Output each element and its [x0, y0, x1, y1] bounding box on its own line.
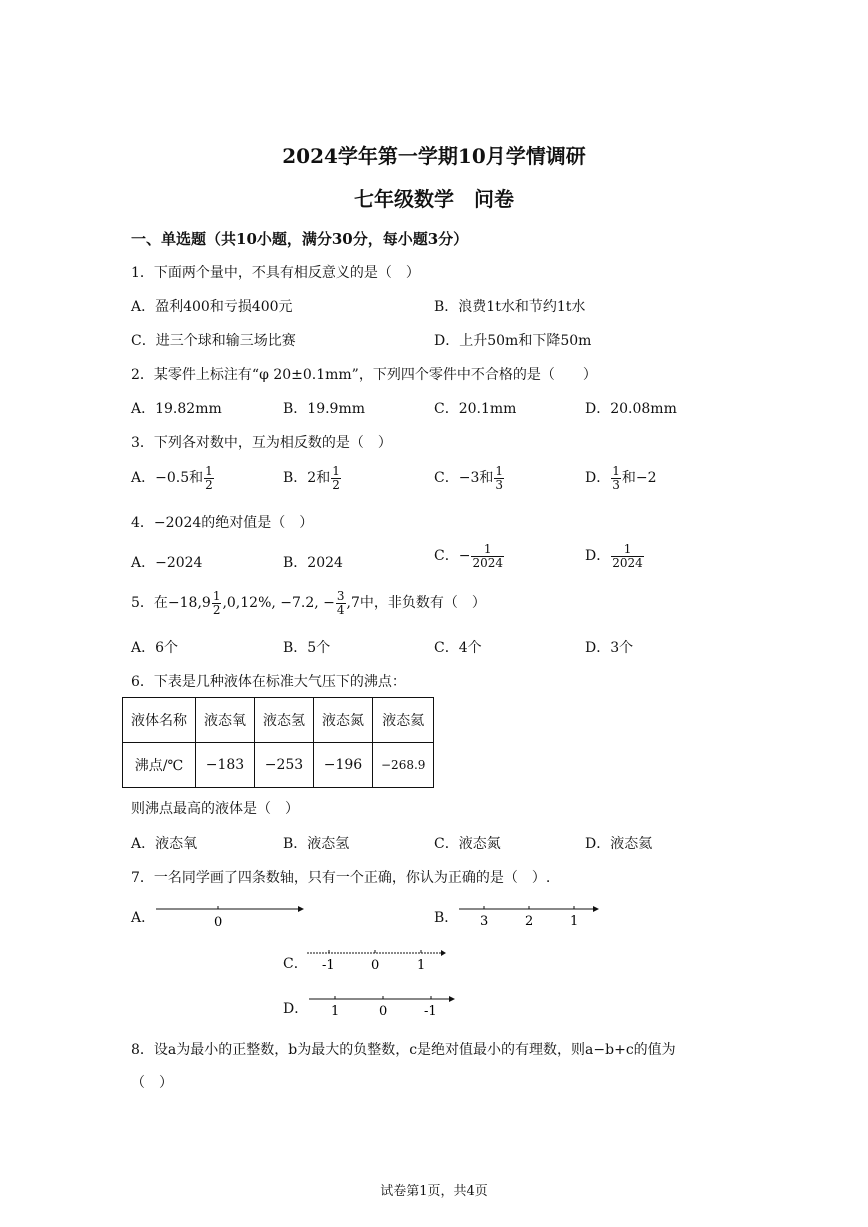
- question-4-option-d[interactable]: [585, 543, 645, 569]
- tick-label: 1: [570, 914, 579, 929]
- tick-label: 0: [214, 915, 223, 930]
- question-8-stem: 8．设a为最小的正整数，b为最大的负整数，c是绝对值最小的有理数，则a−b+c的值为: [131, 1042, 676, 1058]
- option-text: A．−0.5和: [131, 470, 204, 487]
- fraction: $\frac{1}{3}$: [495, 464, 503, 492]
- boiling-point-table: [122, 697, 434, 788]
- question-5-option-d[interactable]: D．3个: [585, 640, 634, 656]
- question-1-option-c[interactable]: C．进三个球和输三场比赛: [131, 333, 296, 349]
- tick-label: 1: [331, 1004, 340, 1019]
- question-3-option-d[interactable]: [585, 465, 657, 491]
- section-heading: 一、单选题（共10小题，满分30分，每小题3分）: [131, 230, 469, 248]
- table-row: [123, 743, 434, 788]
- question-3-option-c[interactable]: [434, 465, 505, 491]
- fraction: $\frac{1}{2}$: [205, 464, 213, 492]
- question-6-followup: 则沸点最高的液体是（ ）: [131, 801, 299, 817]
- fraction: $\frac{1}{2024}$: [612, 542, 643, 570]
- number-line-c[interactable]: [303, 945, 453, 975]
- question-5-stem: [131, 590, 486, 616]
- table-cell: 液态氢: [255, 698, 314, 743]
- table-row: [123, 698, 434, 743]
- question-1-option-d[interactable]: D．上升50m和下降50m: [434, 333, 592, 349]
- question-7-option-a-label[interactable]: A．: [131, 910, 156, 926]
- table-cell: −253: [255, 743, 314, 788]
- fraction: $\frac{3}{4}$: [336, 589, 345, 617]
- table-cell: 沸点/℃: [123, 743, 196, 788]
- fraction: $\frac{1}{3}$: [612, 464, 620, 492]
- question-6-option-d[interactable]: D．液态氦: [585, 836, 653, 852]
- question-1-stem: 1．下面两个量中，不具有相反意义的是（ ）: [131, 265, 420, 281]
- tick-label: -1: [424, 1004, 437, 1019]
- question-3-option-b[interactable]: [283, 465, 342, 491]
- question-6-option-a[interactable]: A．液态氧: [131, 836, 198, 852]
- number-line-d[interactable]: [303, 990, 463, 1020]
- question-2-option-c[interactable]: C．20.1mm: [434, 401, 517, 417]
- stem-text: 5．在−18,9: [131, 595, 211, 612]
- tick-label: 2: [525, 914, 534, 929]
- table-cell: −268.9: [373, 743, 434, 788]
- tick-label: 3: [480, 914, 489, 929]
- question-6-option-c[interactable]: C．液态氮: [434, 836, 501, 852]
- option-text: B．2和: [283, 470, 331, 487]
- question-7-option-d-label[interactable]: D．: [283, 1001, 309, 1017]
- question-2-option-d[interactable]: D．20.08mm: [585, 401, 677, 417]
- page-title: 2024学年第一学期10月学情调研: [282, 144, 586, 168]
- question-2-option-b[interactable]: B．19.9mm: [283, 401, 366, 417]
- question-3-option-a[interactable]: [131, 465, 215, 491]
- question-7-option-b-label[interactable]: B．: [434, 910, 459, 926]
- option-text: C．−3和: [434, 470, 494, 487]
- question-6-option-b[interactable]: B．液态氢: [283, 836, 350, 852]
- stem-text: ,7中，非负数有（ ）: [346, 595, 486, 612]
- fraction: $\frac{1}{2}$: [332, 464, 340, 492]
- fraction: $\frac{1}{2}$: [212, 589, 221, 617]
- question-8-answer-blank: （ ）: [131, 1075, 173, 1091]
- tick-label: -1: [322, 958, 335, 973]
- option-text: D．: [585, 470, 611, 487]
- option-text: C．−: [434, 548, 471, 565]
- table-cell: 液态氮: [314, 698, 373, 743]
- question-6-stem: 6．下表是几种液体在标准大气压下的沸点：: [131, 674, 406, 690]
- question-2-stem: 2．某零件上标注有“φ 20±0.1mm”，下列四个零件中不合格的是（ ）: [131, 367, 597, 383]
- page-subtitle: 七年级数学 问卷: [354, 187, 514, 211]
- question-7-stem: 7．一名同学画了四条数轴，只有一个正确，你认为正确的是（ ）.: [131, 870, 551, 886]
- question-1-option-b[interactable]: B．浪费1t水和节约1t水: [434, 299, 586, 315]
- page-footer: 试卷第1页，共4页: [380, 1184, 488, 1199]
- question-2-option-a[interactable]: A．19.82mm: [131, 401, 222, 417]
- option-text: D．: [585, 548, 611, 565]
- stem-text: ,0,12%, −7.2, −: [222, 595, 335, 612]
- question-7-option-c-label[interactable]: C．: [283, 956, 308, 972]
- question-1-option-a[interactable]: A．盈利400和亏损400元: [131, 299, 293, 315]
- question-4-stem: 4．−2024的绝对值是（ ）: [131, 515, 314, 531]
- option-text: 和−2: [621, 470, 657, 487]
- table-cell: 液态氧: [196, 698, 255, 743]
- question-5-option-c[interactable]: C．4个: [434, 640, 482, 656]
- table-cell: 液态氦: [373, 698, 434, 743]
- question-4-option-b[interactable]: B．2024: [283, 555, 343, 571]
- question-4-option-c[interactable]: [434, 543, 505, 569]
- question-5-option-b[interactable]: B．5个: [283, 640, 331, 656]
- table-cell: −196: [314, 743, 373, 788]
- table-cell: −183: [196, 743, 255, 788]
- fraction: $\frac{1}{2024}$: [472, 542, 503, 570]
- question-4-option-a[interactable]: A．−2024: [131, 555, 203, 571]
- number-line-a[interactable]: [150, 900, 310, 930]
- question-3-stem: 3．下列各对数中，互为相反数的是（ ）: [131, 435, 392, 451]
- question-5-option-a[interactable]: A．6个: [131, 640, 179, 656]
- tick-label: 0: [379, 1004, 388, 1019]
- table-cell: 液体名称: [123, 698, 196, 743]
- tick-label: 0: [371, 958, 380, 973]
- tick-label: 1: [417, 958, 426, 973]
- number-line-b[interactable]: [455, 900, 605, 930]
